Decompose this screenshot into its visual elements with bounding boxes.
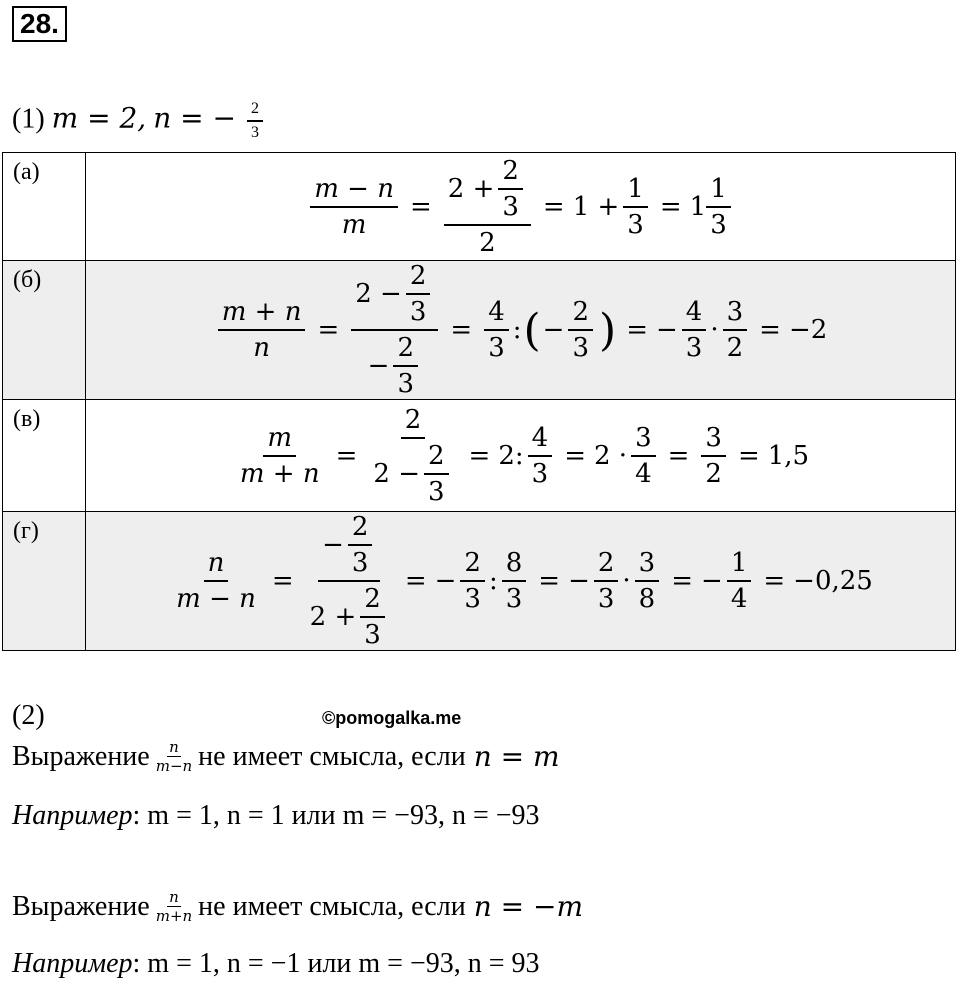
- cond-m: m = 2,: [51, 101, 147, 135]
- v-f3n: 4: [528, 423, 553, 457]
- g-f5n: 2: [594, 548, 619, 582]
- g-f2-num-fd: 3: [351, 548, 369, 578]
- line2-rest: : m = 1, n = 1 или m = −93, n = −93: [132, 800, 540, 831]
- eq-sign: =: [450, 315, 473, 345]
- v-result: 1,5: [767, 440, 810, 471]
- v-f2-den-a: 2 −: [373, 458, 420, 489]
- line1-cond: n = m: [473, 740, 560, 773]
- line3-cond: n = −m: [473, 890, 583, 923]
- part2-line1: [12, 738, 560, 775]
- g-colon: :: [488, 566, 498, 596]
- line3-frac-num: n: [169, 888, 179, 906]
- eq-sign: =: [564, 440, 586, 471]
- eq-sign: =: [409, 191, 432, 222]
- row-a: [3, 153, 956, 261]
- g-result: −0,25: [793, 566, 873, 596]
- part1-condition: [12, 100, 267, 142]
- b-f2-den-fd: 3: [397, 369, 414, 399]
- b-t5: −: [655, 315, 678, 345]
- b-result: −2: [788, 315, 828, 345]
- v-f5n: 3: [701, 423, 726, 457]
- eq-sign: =: [759, 315, 781, 345]
- b-rpar: ): [599, 304, 617, 356]
- b-f6d: 2: [726, 333, 744, 363]
- part1-label: (1): [12, 103, 45, 135]
- a-f2-num-fn: 2: [498, 156, 523, 190]
- cond-frac-num: 2: [247, 100, 263, 122]
- a-t3: 1 +: [572, 191, 620, 222]
- v-f2-den-fd: 3: [427, 476, 445, 507]
- b-lpar: (: [523, 304, 541, 356]
- row-v: [3, 400, 956, 512]
- eq-sign: =: [659, 191, 682, 222]
- b-lhs-num: m + n: [218, 297, 306, 331]
- b-f2-den-fn: 2: [393, 333, 418, 367]
- g-f7d: 4: [730, 584, 748, 614]
- b-f2-num-a: 2 −: [355, 279, 402, 309]
- line1-text: не имеет смысла, если: [198, 740, 466, 772]
- g-f2-num-fn: 2: [348, 512, 373, 546]
- line3-text: не имеет смысла, если: [198, 890, 466, 922]
- b-colon: :: [512, 315, 522, 345]
- g-lhs-den: m − n: [176, 584, 256, 614]
- eq-sign: =: [335, 440, 358, 471]
- b-f5n: 4: [682, 297, 707, 331]
- eq-sign: =: [671, 566, 694, 596]
- line3-frac-den: m+n: [155, 907, 193, 925]
- cond-fraction: [247, 100, 263, 142]
- b-f2-num-fd: 3: [409, 297, 427, 327]
- watermark: ©pomogalka.me: [322, 708, 462, 728]
- b-f6n: 3: [723, 297, 748, 331]
- v-f2-den-fn: 2: [424, 441, 449, 475]
- g-f7n: 1: [727, 548, 752, 582]
- g-f3n: 2: [460, 548, 485, 582]
- row-label: (в): [3, 400, 86, 512]
- g-f2-den-fd: 3: [364, 620, 381, 650]
- v-f3d: 3: [531, 458, 549, 489]
- b-f3d: 3: [488, 333, 505, 363]
- g-t3: −: [434, 566, 457, 596]
- g-f6n: 3: [635, 548, 660, 582]
- v-t3: 2:: [498, 440, 524, 471]
- g-f6d: 8: [638, 584, 656, 614]
- b-f5d: 3: [685, 333, 703, 363]
- expression-b: [86, 261, 956, 400]
- v-t4: 2 ·: [593, 440, 628, 471]
- g-t5: −: [568, 566, 590, 596]
- part2-line3: [12, 888, 583, 925]
- b-dot: ·: [710, 315, 719, 345]
- solution-table: [2, 152, 956, 651]
- g-f4n: 8: [502, 548, 527, 582]
- b-f2-num-fn: 2: [406, 261, 431, 295]
- part2-line2: [12, 800, 540, 832]
- g-t7: −: [701, 566, 723, 596]
- part2-line4: [12, 948, 540, 980]
- v-lhs-den: m + n: [239, 458, 320, 489]
- eq-sign: =: [538, 566, 561, 596]
- expression-a: [86, 153, 956, 261]
- row-label: (а): [3, 153, 86, 261]
- line2-lead: Например: [12, 800, 133, 831]
- eq-sign: =: [317, 315, 340, 345]
- v-f5d: 2: [705, 458, 722, 489]
- g-f5d: 3: [597, 584, 615, 614]
- b-minus: −: [542, 315, 565, 345]
- line1-word: Выражение: [12, 740, 150, 772]
- a-f2-num-a: 2 +: [447, 173, 495, 204]
- g-f3d: 3: [464, 584, 481, 614]
- row-b: [3, 261, 956, 400]
- g-f2-num-a: −: [322, 530, 344, 560]
- eq-sign: =: [667, 440, 690, 471]
- g-f2-den-a: 2 +: [309, 602, 357, 632]
- b-f4n: 2: [568, 297, 593, 331]
- eq-sign: =: [626, 315, 648, 345]
- v-f4n: 3: [631, 423, 656, 457]
- line3-word: Выражение: [12, 890, 150, 922]
- part2-label: (2): [12, 700, 45, 731]
- a-f2-num-fd: 3: [502, 191, 519, 222]
- a-f4n: 1: [706, 174, 731, 208]
- v-f4d: 4: [635, 458, 652, 489]
- eq-sign: =: [737, 440, 760, 471]
- line4-lead: Например: [12, 948, 133, 979]
- g-f4d: 3: [505, 584, 523, 614]
- a-f3n: 1: [623, 174, 648, 208]
- row-label: (б): [3, 261, 86, 400]
- b-f2-den-a: −: [367, 351, 390, 381]
- a-f2-den: 2: [479, 227, 496, 258]
- v-lhs-num: m: [263, 423, 296, 457]
- cond-n: n = −: [153, 101, 236, 135]
- line1-frac-den: m−n: [155, 757, 193, 775]
- a-t4: 1: [689, 191, 707, 222]
- a-f3d: 3: [627, 209, 644, 240]
- row-label: (г): [3, 512, 86, 651]
- a-lhs-num: m − n: [310, 174, 398, 208]
- problem-number: 28.: [12, 6, 67, 42]
- eq-sign: =: [404, 566, 427, 596]
- eq-sign: =: [763, 566, 786, 596]
- a-lhs-den: m: [341, 209, 367, 240]
- v-f2-num: 2: [401, 405, 426, 439]
- eq-sign: =: [468, 440, 491, 471]
- b-f4d: 3: [572, 333, 590, 363]
- eq-sign: =: [271, 566, 294, 596]
- expression-v: [86, 400, 956, 512]
- row-g: [3, 512, 956, 651]
- expression-g: [86, 512, 956, 651]
- line4-rest: : m = 1, n = −1 или m = −93, n = 93: [132, 948, 540, 979]
- a-f4d: 3: [710, 209, 727, 240]
- cond-frac-den: 3: [250, 124, 259, 141]
- line1-frac-num: n: [169, 738, 179, 756]
- eq-sign: =: [542, 191, 565, 222]
- g-lhs-num: n: [204, 548, 229, 582]
- g-f2-den-fn: 2: [360, 584, 385, 618]
- b-lhs-den: n: [253, 333, 270, 363]
- g-dot: ·: [622, 566, 631, 596]
- b-f3n: 4: [484, 297, 509, 331]
